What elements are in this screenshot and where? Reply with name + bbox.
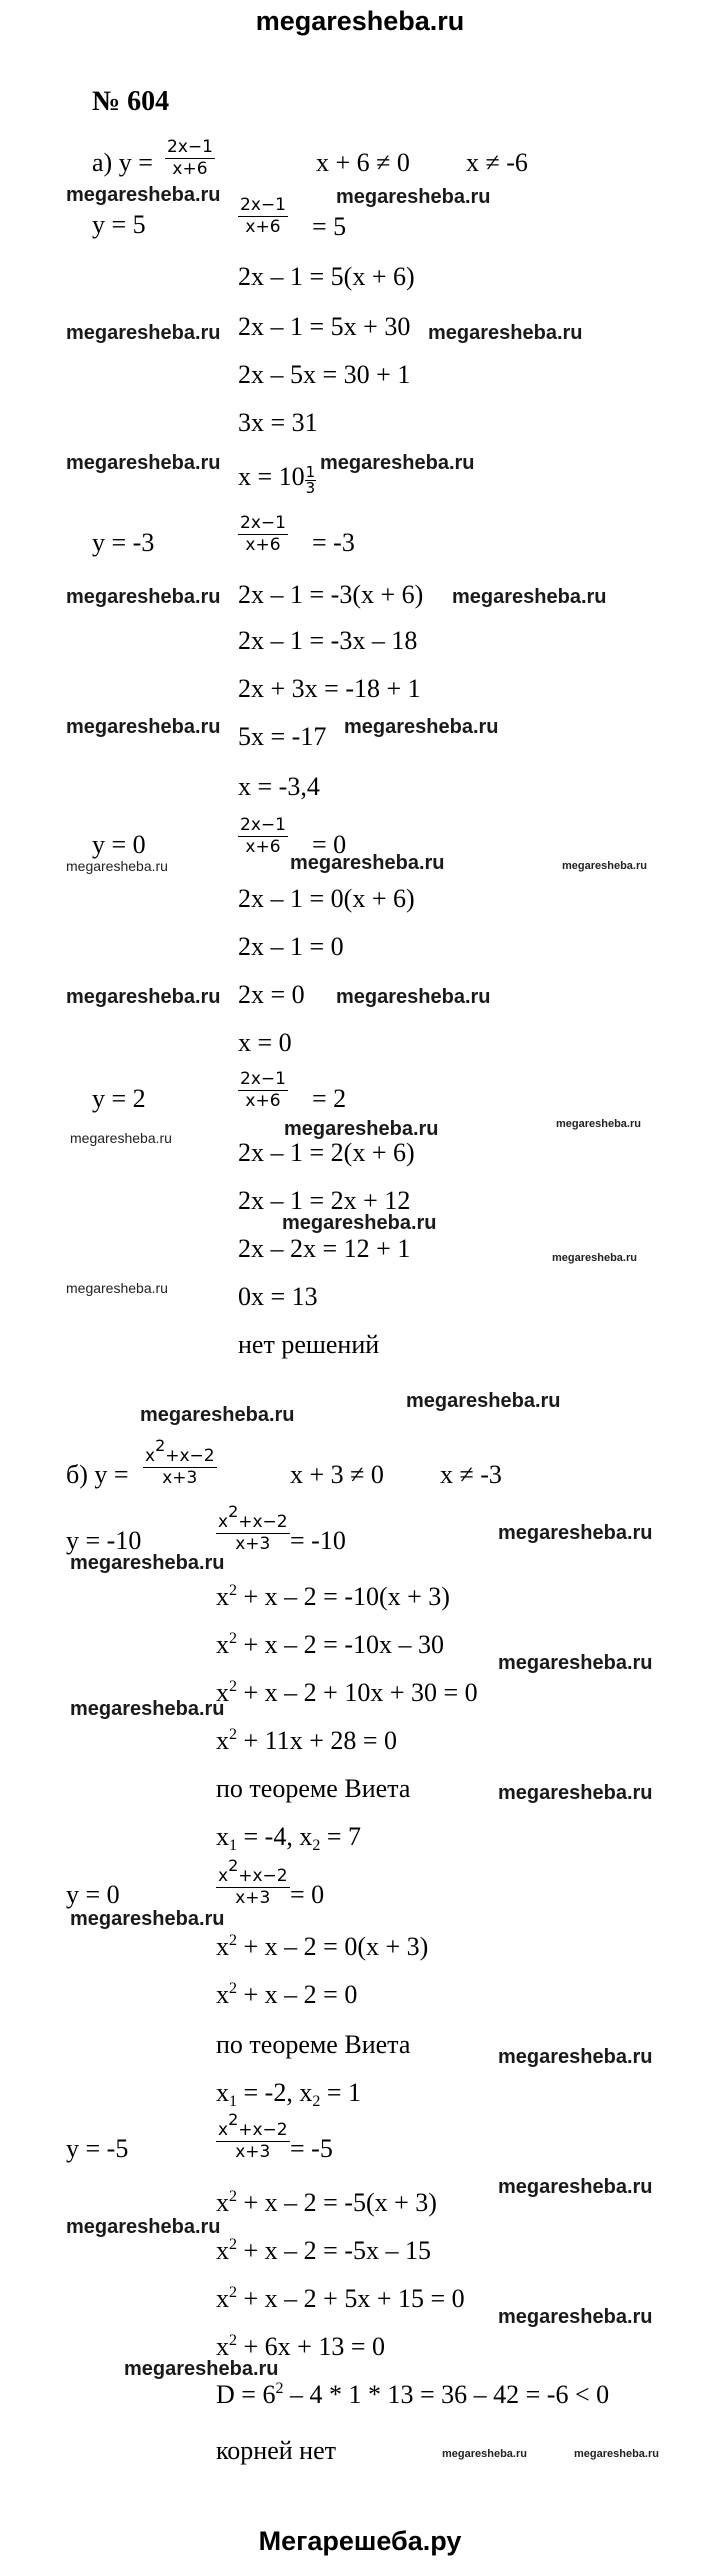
watermark: megaresheba.ru <box>428 322 583 344</box>
a-case4-y: y = 2 <box>92 1084 146 1113</box>
watermark: megaresheba.ru <box>66 986 221 1008</box>
watermark: megaresheba.ru <box>498 2176 653 2198</box>
a-case4-line3: 2x – 2x = 12 + 1 <box>238 1234 411 1263</box>
watermark: megaresheba.ru <box>66 858 168 874</box>
a-case3-fraction: $\frac{2x-1}{x+6}$ <box>240 815 286 857</box>
watermark: megaresheba.ru <box>556 1118 641 1130</box>
b-case3-rhs: = -5 <box>290 2134 333 2163</box>
b-case3-line2: $x^2 + x - 2 = -5x - 15$ <box>216 2236 431 2265</box>
b-case1-line1: $x^2 + x - 2 = -10(x + 3)$ <box>216 1582 450 1611</box>
a-case1-line4: 3x = 31 <box>238 408 318 437</box>
b-case1-line2: $x^2 + x - 2 = -10x - 30$ <box>216 1630 444 1659</box>
watermark: megaresheba.ru <box>336 186 491 208</box>
a-case1-line3: 2x – 5x = 30 + 1 <box>238 360 411 389</box>
a-case4-line5: нет решений <box>238 1330 380 1359</box>
watermark: megaresheba.ru <box>498 1782 653 1804</box>
b-case2-line1: $x^2 + x - 2 = 0(x + 3)$ <box>216 1932 429 1961</box>
a-case3-line1: 2x – 1 = 0(x + 6) <box>238 884 415 913</box>
a-case2-rhs: = -3 <box>312 528 355 557</box>
b-case1-line4: $x^2 + 11x + 28 = 0$ <box>216 1726 398 1755</box>
a-case1-fraction: $\frac{2x-1}{x+6}$ <box>240 195 286 237</box>
b-case3-line3: $x^2 + x - 2 + 5x + 15 = 0$ <box>216 2284 465 2313</box>
part-a-condition: x + 6 ≠ 0 <box>316 148 410 177</box>
b-case2-roots: $x_1 = -2$, $x_2 = 1$ <box>216 2078 361 2110</box>
a-case2-y: y = -3 <box>92 528 155 557</box>
part-a-domain: x ≠ -6 <box>466 148 528 177</box>
b-case1-y: y = -10 <box>66 1526 142 1555</box>
b-case2-y: y = 0 <box>66 1880 120 1909</box>
b-case1-roots: $x_1 = -4$, $x_2 = 7$ <box>216 1822 361 1854</box>
watermark: megaresheba.ru <box>498 1522 653 1544</box>
site-footer: Мегарешеба.ру <box>258 2526 462 2556</box>
a-case3-y: y = 0 <box>92 830 146 859</box>
watermark: megaresheba.ru <box>70 1908 225 1930</box>
watermark: megaresheba.ru <box>124 2358 279 2380</box>
a-case4-line1: 2x – 1 = 2(x + 6) <box>238 1138 415 1167</box>
a-case3-line4: x = 0 <box>238 1028 292 1057</box>
b-case2-line2: $x^2 + x - 2 = 0$ <box>216 1980 358 2009</box>
a-case2-line2: 2x – 1 = -3x – 18 <box>238 626 418 655</box>
a-case1-y: y = 5 <box>92 210 146 239</box>
a-case1-line1: 2x – 1 = 5(x + 6) <box>238 262 415 291</box>
watermark: megaresheba.ru <box>552 1252 637 1264</box>
a-case3-line2: 2x – 1 = 0 <box>238 932 344 961</box>
b-case1-line3: $x^2 + x - 2 + 10x + 30 = 0$ <box>216 1678 478 1707</box>
b-case3-y: y = -5 <box>66 2134 129 2163</box>
b-case3-answer: корней нет <box>216 2436 336 2465</box>
problem-number: № 604 <box>92 86 170 117</box>
a-case2-line3: 2x + 3x = -18 + 1 <box>238 674 421 703</box>
b-case3-discriminant: $D = 6^2 - 4 * 1 * 13 = 36 - 42 = -6 < 0$ <box>216 2380 610 2409</box>
b-case2-fraction: $\frac{x^2+x-2}{x+3}$ <box>218 1856 288 1908</box>
watermark: megaresheba.ru <box>344 716 499 738</box>
watermark: megaresheba.ru <box>66 1280 168 1296</box>
a-case3-line3: 2x = 0 <box>238 980 305 1009</box>
watermark: megaresheba.ru <box>70 1130 172 1146</box>
part-b-function-fraction: $\frac{x^2+x-2}{x+3}$ <box>145 1436 215 1488</box>
b-case1-fraction: $\frac{x^2+x-2}{x+3}$ <box>218 1502 288 1554</box>
b-case3-line1: $x^2 + x - 2 = -5(x + 3)$ <box>216 2188 437 2217</box>
part-b-label: б) y = <box>66 1460 129 1489</box>
part-b-domain: x ≠ -3 <box>440 1460 502 1489</box>
watermark: megaresheba.ru <box>282 1212 437 1234</box>
a-case2-line4: 5x = -17 <box>238 722 327 751</box>
watermark: megaresheba.ru <box>140 1404 295 1426</box>
a-case1-line2: 2x – 1 = 5x + 30 <box>238 312 411 341</box>
b-case2-rhs: = 0 <box>290 1880 325 1909</box>
a-case4-line4: 0x = 13 <box>238 1282 318 1311</box>
watermark: megaresheba.ru <box>66 716 221 738</box>
b-case3-line4: $x^2 + 6x + 13 = 0$ <box>216 2332 385 2361</box>
site-header: megaresheba.ru <box>255 6 465 36</box>
a-case2-line1: 2x – 1 = -3(x + 6) <box>238 580 424 609</box>
watermark: megaresheba.ru <box>498 2306 653 2328</box>
b-case3-fraction: $\frac{x^2+x-2}{x+3}$ <box>218 2110 288 2162</box>
a-case4-rhs: = 2 <box>312 1084 347 1113</box>
a-case4-fraction: $\frac{2x-1}{x+6}$ <box>240 1069 286 1111</box>
a-case2-fraction: $\frac{2x-1}{x+6}$ <box>240 513 286 555</box>
watermark: megaresheba.ru <box>406 1390 561 1412</box>
watermark: megaresheba.ru <box>336 986 491 1008</box>
b-case1-line5: по теореме Виета <box>216 1774 411 1803</box>
watermark: megaresheba.ru <box>70 1552 225 1574</box>
watermark: megaresheba.ru <box>562 860 647 872</box>
a-case4-line2: 2x – 1 = 2x + 12 <box>238 1186 411 1215</box>
watermark: megaresheba.ru <box>498 1652 653 1674</box>
watermark: megaresheba.ru <box>70 1698 225 1720</box>
watermark: megaresheba.ru <box>284 1118 439 1140</box>
watermark: megaresheba.ru <box>66 322 221 344</box>
a-case3-rhs: = 0 <box>312 830 347 859</box>
a-case2-line5: x = -3,4 <box>238 772 320 801</box>
b-case2-line3: по теореме Виета <box>216 2030 411 2059</box>
b-case1-rhs: = -10 <box>290 1526 346 1555</box>
a-case1-rhs: = 5 <box>312 212 347 241</box>
part-a-label: а) y = <box>92 148 153 177</box>
watermark: megaresheba.ru <box>452 586 607 608</box>
part-a-function-fraction: $\frac{2x-1}{x+6}$ <box>167 137 213 179</box>
watermark: megaresheba.ru <box>66 2216 221 2238</box>
watermark: megaresheba.ru <box>66 184 221 206</box>
a-case1-line5: x = 10 $\frac{1}{3}$ <box>238 462 316 497</box>
watermark: megaresheba.ru <box>574 2448 659 2460</box>
watermark: megaresheba.ru <box>290 852 445 874</box>
watermark: megaresheba.ru <box>66 586 221 608</box>
watermark: megaresheba.ru <box>442 2448 527 2460</box>
watermark: megaresheba.ru <box>320 452 475 474</box>
watermark: megaresheba.ru <box>66 452 221 474</box>
part-b-condition: x + 3 ≠ 0 <box>290 1460 384 1489</box>
watermark: megaresheba.ru <box>498 2046 653 2068</box>
